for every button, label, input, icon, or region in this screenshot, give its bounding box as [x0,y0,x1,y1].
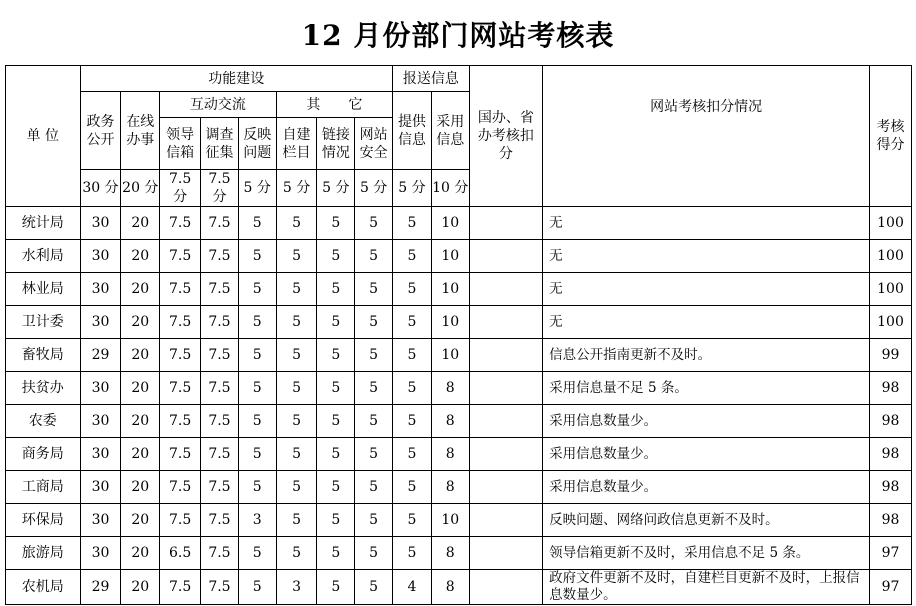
provide-info-cell: 5 [393,471,432,504]
feedback-cell: 5 [238,339,276,372]
links-cell: 5 [317,207,355,240]
deduct-note-cell: 无 [543,207,870,240]
security-cell: 5 [355,306,393,339]
gov-open-cell: 30 [80,471,121,504]
header-online-service-label: 在线办事 [126,113,155,148]
unit-cell: 扶贫办 [6,372,81,405]
links-cell: 5 [317,570,355,605]
provide-info-cell: 5 [393,207,432,240]
feedback-cell: 5 [238,570,276,605]
links-cell: 5 [317,438,355,471]
header-score-label: 考核得分 [876,119,905,153]
gov-deduct-cell [469,504,543,537]
survey-cell: 7.5 [201,471,239,504]
feedback-cell: 5 [238,471,276,504]
self-column-cell: 5 [276,471,317,504]
self-column-cell: 5 [276,405,317,438]
table-row [6,306,912,339]
adopt-info-cell: 10 [431,207,469,240]
survey-cell: 7.5 [201,504,239,537]
gov-deduct-cell [469,372,543,405]
self-column-cell: 3 [276,570,317,605]
table-row [6,570,912,605]
provide-info-cell: 5 [393,504,432,537]
links-cell: 5 [317,273,355,306]
header-unit: 单 位 [6,66,81,207]
header-gov-deduct [469,66,543,207]
links-cell: 5 [317,504,355,537]
adopt-info-cell: 10 [431,339,469,372]
online-service-cell: 20 [121,273,160,306]
points-cell: 5 分 [317,170,355,207]
leader-mail-cell: 7.5 [160,339,201,372]
header-gov-open [80,92,121,170]
provide-info-cell: 5 [393,306,432,339]
self-column-cell: 5 [276,504,317,537]
leader-mail-cell: 7.5 [160,471,201,504]
leader-mail-cell: 7.5 [160,240,201,273]
security-cell: 5 [355,471,393,504]
self-column-cell: 5 [276,207,317,240]
feedback-cell: 5 [238,273,276,306]
security-cell: 5 [355,240,393,273]
leader-mail-cell: 6.5 [160,537,201,570]
header-security [355,118,393,170]
points-cell: 20 分 [121,170,160,207]
gov-deduct-cell [469,240,543,273]
gov-open-cell: 30 [80,438,121,471]
survey-cell: 7.5 [201,537,239,570]
self-column-cell: 5 [276,537,317,570]
leader-mail-cell: 7.5 [160,438,201,471]
header-other: 其 它 [276,92,392,118]
deduct-note-cell: 无 [543,273,870,306]
header-feedback-label: 反映问题 [243,126,272,161]
header-survey [201,118,239,170]
links-cell: 5 [317,240,355,273]
survey-cell: 7.5 [201,240,239,273]
header-online-service [121,92,160,170]
score-cell: 98 [870,438,912,471]
online-service-cell: 20 [121,339,160,372]
unit-cell: 卫计委 [6,306,81,339]
assessment-table [5,65,912,605]
gov-open-cell: 30 [80,273,121,306]
assessment-table-container [5,65,912,605]
gov-deduct-cell [469,339,543,372]
adopt-info-cell: 8 [431,570,469,605]
header-leader-mail-label: 领导信箱 [166,126,195,161]
header-adopt-info-label: 采用信息 [436,113,465,148]
score-cell: 98 [870,504,912,537]
table-row [6,339,912,372]
unit-cell: 环保局 [6,504,81,537]
unit-cell: 农机局 [6,570,81,605]
unit-cell: 旅游局 [6,537,81,570]
score-cell: 100 [870,240,912,273]
header-provide-info-label: 提供信息 [397,113,426,148]
gov-deduct-cell [469,405,543,438]
security-cell: 5 [355,372,393,405]
survey-cell: 7.5 [201,306,239,339]
table-row [6,240,912,273]
security-cell: 5 [355,537,393,570]
deduct-note-cell: 采用信息量不足 5 条。 [543,372,870,405]
deduct-note-cell: 采用信息数量少。 [543,471,870,504]
adopt-info-cell: 10 [431,273,469,306]
gov-deduct-cell [469,471,543,504]
header-self-column-label: 自建栏目 [282,126,311,161]
leader-mail-cell: 7.5 [160,273,201,306]
survey-cell: 7.5 [201,339,239,372]
score-cell: 98 [870,471,912,504]
security-cell: 5 [355,504,393,537]
gov-deduct-cell [469,537,543,570]
provide-info-cell: 5 [393,438,432,471]
table-row [6,471,912,504]
gov-open-cell: 30 [80,240,121,273]
gov-deduct-cell [469,438,543,471]
table-row [6,504,912,537]
online-service-cell: 20 [121,570,160,605]
leader-mail-cell: 7.5 [160,372,201,405]
security-cell: 5 [355,405,393,438]
deduct-note-cell: 采用信息数量少。 [543,405,870,438]
feedback-cell: 5 [238,537,276,570]
adopt-info-cell: 10 [431,240,469,273]
feedback-cell: 5 [238,438,276,471]
deduct-note-cell: 反映问题、网络问政信息更新不及时。 [543,504,870,537]
deduct-note-cell: 无 [543,306,870,339]
deduct-note-cell: 无 [543,240,870,273]
feedback-cell: 5 [238,240,276,273]
online-service-cell: 20 [121,438,160,471]
header-interaction: 互动交流 [160,92,276,118]
leader-mail-cell: 7.5 [160,306,201,339]
security-cell: 5 [355,570,393,605]
links-cell: 5 [317,339,355,372]
security-cell: 5 [355,273,393,306]
points-cell: 10 分 [431,170,469,207]
gov-open-cell: 29 [80,570,121,605]
adopt-info-cell: 8 [431,405,469,438]
header-row-1 [6,66,912,92]
points-cell: 5 分 [238,170,276,207]
gov-open-cell: 29 [80,339,121,372]
score-cell: 97 [870,537,912,570]
score-cell: 99 [870,339,912,372]
online-service-cell: 20 [121,405,160,438]
score-cell: 97 [870,570,912,605]
provide-info-cell: 5 [393,339,432,372]
adopt-info-cell: 8 [431,372,469,405]
links-cell: 5 [317,372,355,405]
score-cell: 98 [870,372,912,405]
score-cell: 100 [870,306,912,339]
header-gov-open-label: 政务公开 [86,113,115,148]
security-cell: 5 [355,438,393,471]
feedback-cell: 5 [238,207,276,240]
online-service-cell: 20 [121,471,160,504]
score-cell: 100 [870,207,912,240]
adopt-info-cell: 8 [431,438,469,471]
score-cell: 98 [870,405,912,438]
provide-info-cell: 5 [393,372,432,405]
provide-info-cell: 5 [393,273,432,306]
provide-info-cell: 5 [393,405,432,438]
header-self-column [276,118,317,170]
unit-cell: 农委 [6,405,81,438]
survey-cell: 7.5 [201,438,239,471]
header-security-label: 网站安全 [359,126,388,161]
header-leader-mail [160,118,201,170]
gov-deduct-cell [469,306,543,339]
points-cell: 5 分 [393,170,432,207]
leader-mail-cell: 7.5 [160,570,201,605]
table-row [6,405,912,438]
feedback-cell: 5 [238,405,276,438]
online-service-cell: 20 [121,207,160,240]
points-cell: 5 分 [276,170,317,207]
gov-deduct-cell [469,570,543,605]
feedback-cell: 5 [238,372,276,405]
points-cell: 5 分 [355,170,393,207]
online-service-cell: 20 [121,537,160,570]
survey-cell: 7.5 [201,570,239,605]
unit-cell: 水利局 [6,240,81,273]
points-cell: 7.5 分 [160,170,201,207]
security-cell: 5 [355,339,393,372]
provide-info-cell: 5 [393,537,432,570]
self-column-cell: 5 [276,273,317,306]
gov-open-cell: 30 [80,537,121,570]
online-service-cell: 20 [121,240,160,273]
survey-cell: 7.5 [201,405,239,438]
deduct-note-cell: 信息公开指南更新不及时。 [543,339,870,372]
gov-open-cell: 30 [80,207,121,240]
table-row [6,438,912,471]
leader-mail-cell: 7.5 [160,207,201,240]
unit-cell: 畜牧局 [6,339,81,372]
gov-open-cell: 30 [80,504,121,537]
self-column-cell: 5 [276,339,317,372]
header-report-info: 报送信息 [393,66,470,92]
gov-open-cell: 30 [80,306,121,339]
feedback-cell: 3 [238,504,276,537]
header-deduct-detail: 网站考核扣分情况 [543,66,870,207]
header-links [317,118,355,170]
survey-cell: 7.5 [201,273,239,306]
header-adopt-info [431,92,469,170]
deduct-note-cell: 领导信箱更新不及时，采用信息不足 5 条。 [543,537,870,570]
leader-mail-cell: 7.5 [160,405,201,438]
header-feedback [238,118,276,170]
links-cell: 5 [317,405,355,438]
header-provide-info [393,92,432,170]
gov-open-cell: 30 [80,372,121,405]
provide-info-cell: 5 [393,240,432,273]
links-cell: 5 [317,537,355,570]
survey-cell: 7.5 [201,207,239,240]
self-column-cell: 5 [276,240,317,273]
provide-info-cell: 4 [393,570,432,605]
header-links-label: 链接情况 [321,126,350,161]
deduct-note-cell: 采用信息数量少。 [543,438,870,471]
adopt-info-cell: 8 [431,471,469,504]
header-gov-deduct-label: 国办、省办考核扣分 [477,110,534,162]
self-column-cell: 5 [276,306,317,339]
table-row [6,372,912,405]
points-cell: 7.5 分 [201,170,239,207]
gov-deduct-cell [469,207,543,240]
online-service-cell: 20 [121,306,160,339]
score-cell: 100 [870,273,912,306]
self-column-cell: 5 [276,438,317,471]
feedback-cell: 5 [238,306,276,339]
table-row [6,273,912,306]
adopt-info-cell: 8 [431,537,469,570]
online-service-cell: 20 [121,504,160,537]
leader-mail-cell: 7.5 [160,504,201,537]
self-column-cell: 5 [276,372,317,405]
online-service-cell: 20 [121,372,160,405]
header-score [870,66,912,207]
gov-open-cell: 30 [80,405,121,438]
table-row [6,537,912,570]
adopt-info-cell: 10 [431,306,469,339]
header-survey-label: 调查征集 [205,126,234,161]
table-row [6,207,912,240]
links-cell: 5 [317,471,355,504]
adopt-info-cell: 10 [431,504,469,537]
gov-deduct-cell [469,273,543,306]
header-func-build: 功能建设 [80,66,392,92]
survey-cell: 7.5 [201,372,239,405]
unit-cell: 林业局 [6,273,81,306]
page-title: 12 月份部门网站考核表 [301,19,615,52]
unit-cell: 商务局 [6,438,81,471]
links-cell: 5 [317,306,355,339]
security-cell: 5 [355,207,393,240]
deduct-note-cell: 政府文件更新不及时，自建栏目更新不及时，上报信息数量少。 [543,570,870,605]
unit-cell: 统计局 [6,207,81,240]
unit-cell: 工商局 [6,471,81,504]
points-cell: 30 分 [80,170,121,207]
